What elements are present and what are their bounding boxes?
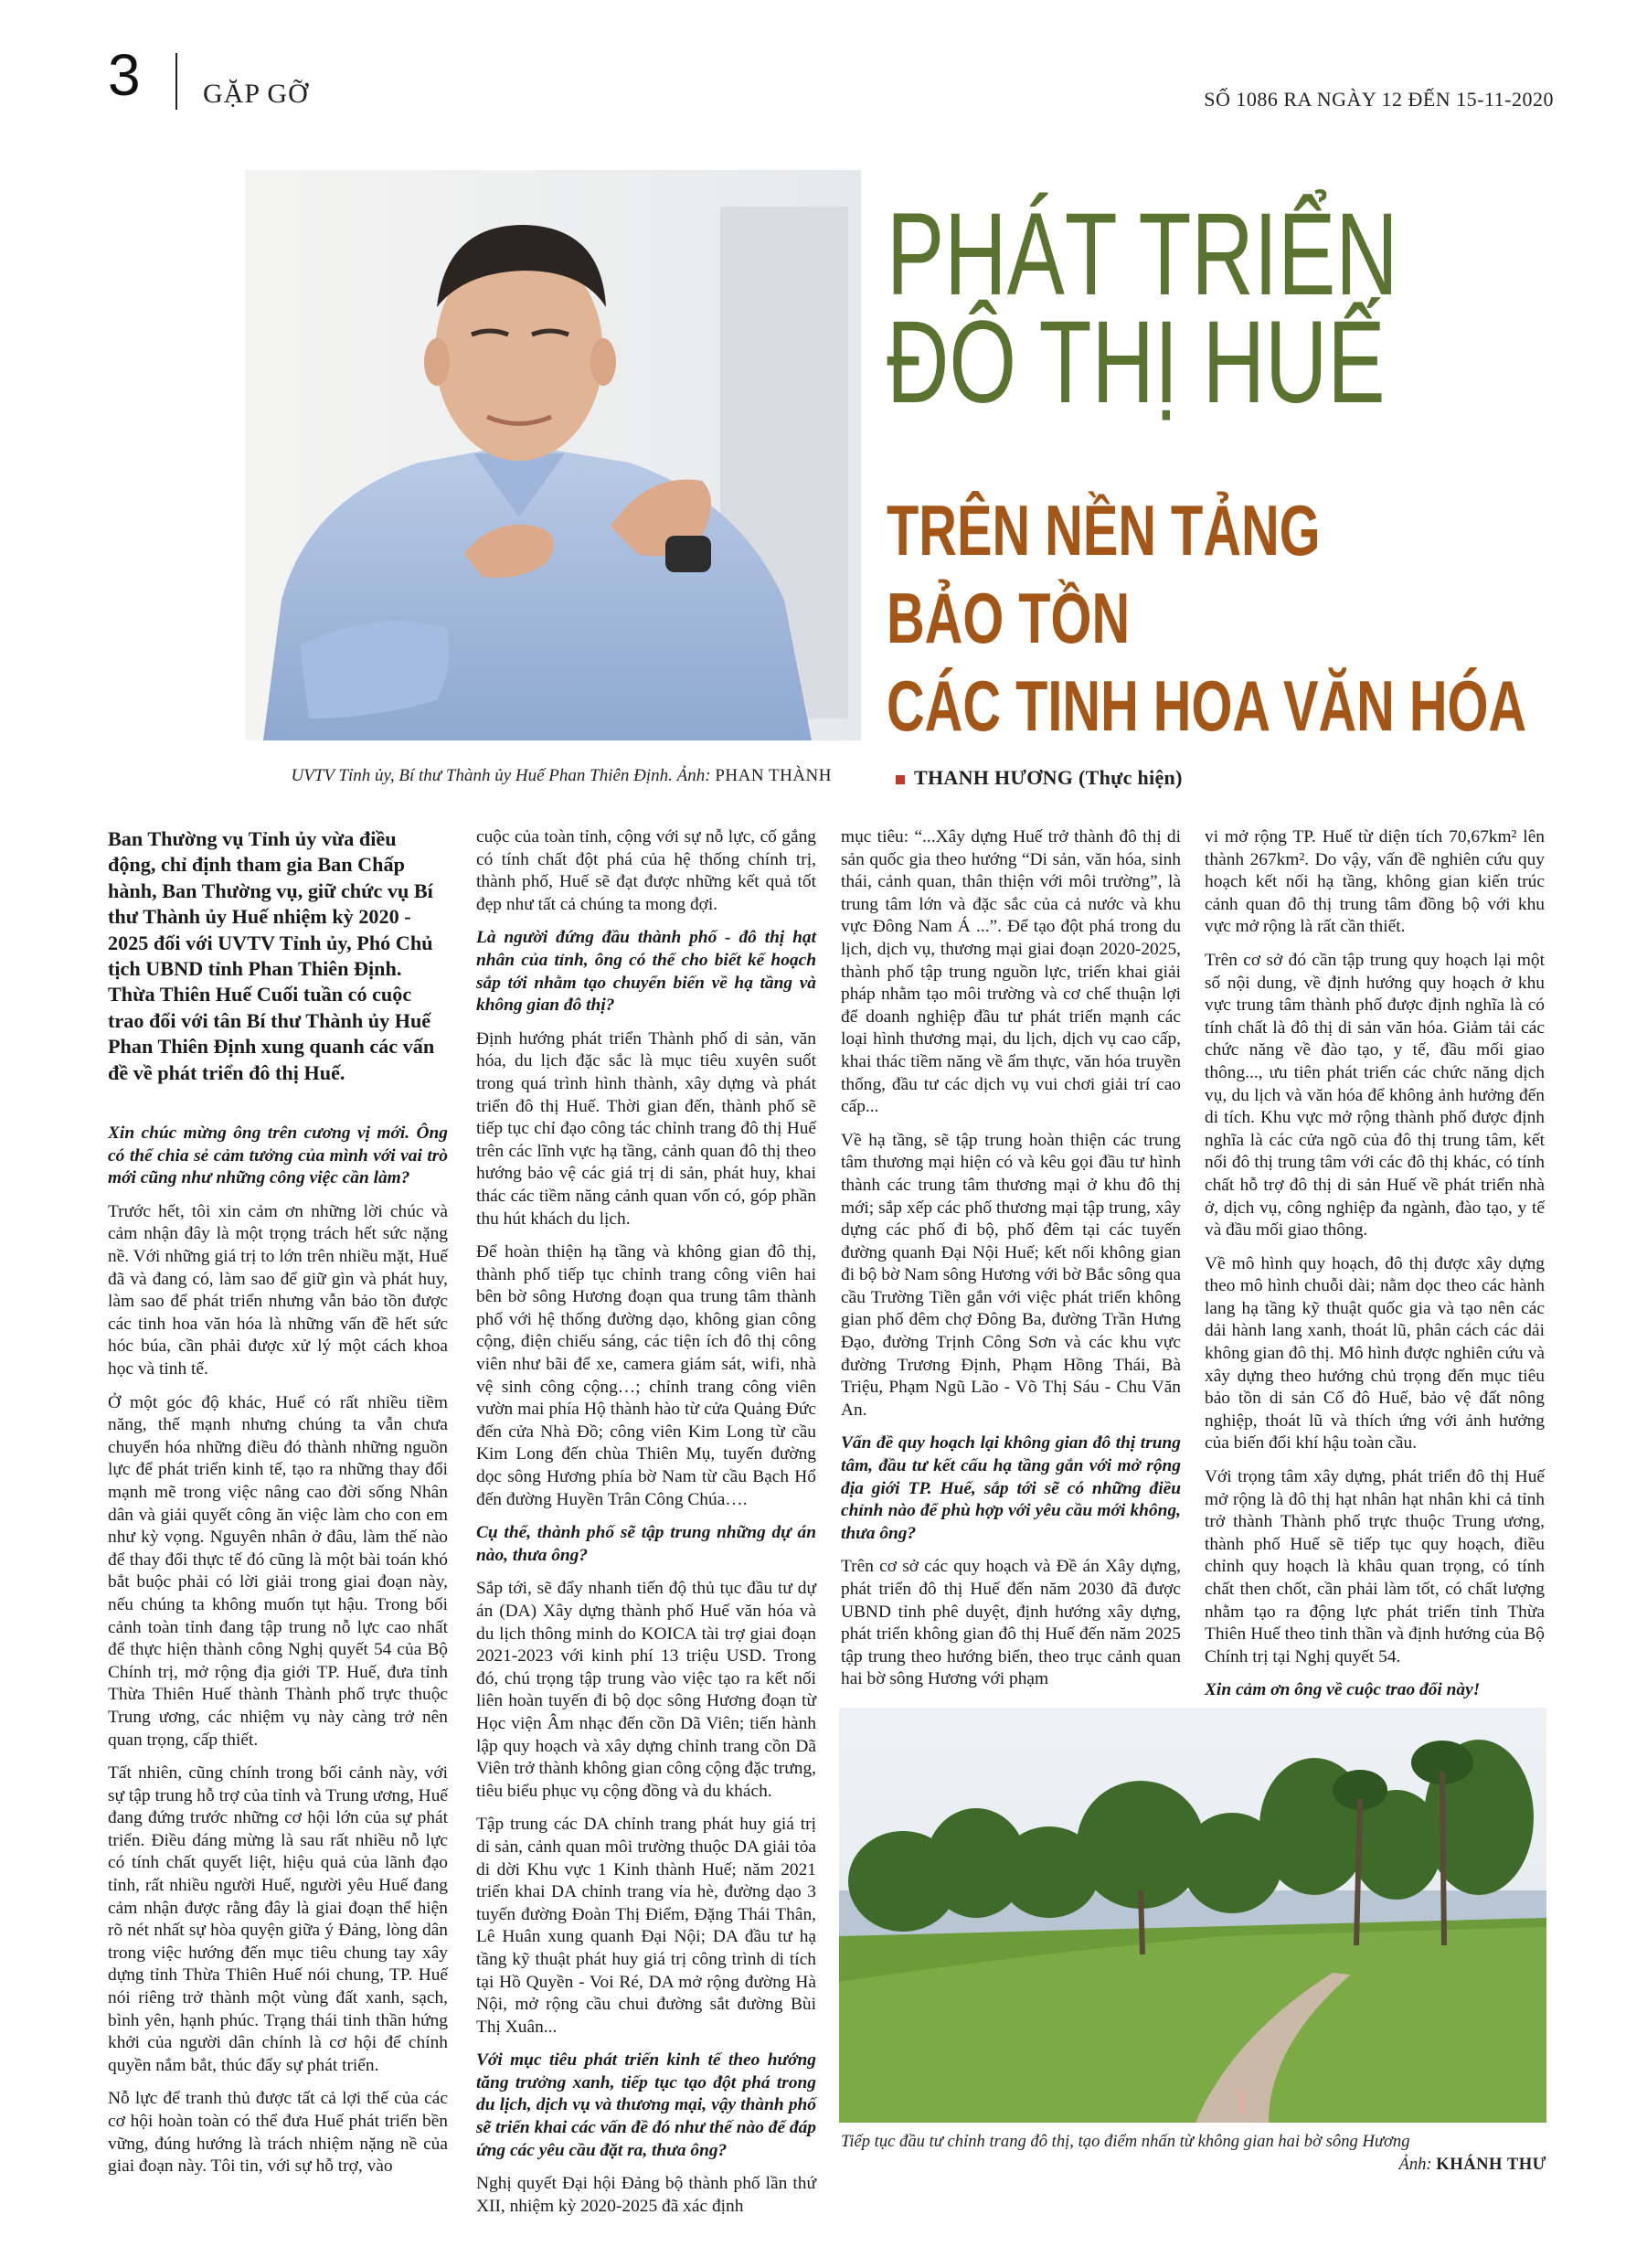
closing-line: Xin cảm ơn ông về cuộc trao đổi này! [1205,1680,1481,1700]
article-paragraph: Trước hết, tôi xin cảm ơn những lời chúc và cảm nhận đây là một trọng trách hết sức nặng nề. Với những giá trị to lớn trên nhiều mặt, Huế đã và đang có, làm sao để giữ gìn và phát huy, làm sao để phát triển nhưng vẫn bảo tồn được các tinh hoa văn hóa là những vấn đề hết sức hóc búa, cần phải được xử lý một cách khoa học và tinh tế. [108,1201,448,1379]
article-paragraph: Ở một góc độ khác, Huế có rất nhiều tiềm năng, thế mạnh nhưng chúng ta vẫn chưa chuyển hóa những điều đó thành những nguồn lực để phát triển kinh tế, tạo ra những thay đổi mạnh mẽ trong việc nâng cao đời sống Nhân dân và giải quyết công ăn việc làm cho con em như kỳ vọng. Nguyên nhân ở đâu, làm thế nào để thay đổi thực tế đó cũng là một bài toán khó bắt buộc phải có lời giải trong giai đoạn này, nếu chúng ta không muốn tụt hậu. Trong bối cảnh toàn tỉnh đang tập trung nỗ lực cao nhất để thực hiện thành công Nghị quyết 54 của Bộ Chính trị, mở rộng địa giới TP. Huế, đưa tỉnh Thừa Thiên Huế thành Thành phố trực thuộc Trung ương, các nhiệm vụ này càng trở nên quan trọng, cấp thiết. [108,1392,448,1750]
interview-question: Với mục tiêu phát triển kinh tế theo hướng tăng trưởng xanh, tiếp tục tạo đột phá trong du lịch, dịch vụ và thương mại, vậy thành phố sẽ triển khai các vấn đề đó như thế nào để đáp ứng các yêu cầu đặt ra, thưa ông? [476,2050,816,2160]
issue-info: SỐ 1086 RA NGÀY 12 ĐẾN 15-11-2020 [1204,88,1554,111]
portrait-caption [247,766,832,786]
riverside-credit [841,2155,1546,2175]
article-paragraph: Về mô hình quy hoạch, đô thị được xây dựng theo mô hình chuỗi dài; nằm dọc theo các hành lang hạ tầng kỹ thuật quốc gia và tạo nên các dải hành lang xanh, thoát lũ, phân cách các dải không gian đô thị. Mô hình được nghiên cứu và xây dựng theo hướng chủ trọng đến mục tiêu bảo tồn di sản Cố đô Huế, bảo vệ đất nông nghiệp, thoát lũ và thích ứng với ảnh hưởng của biến đổi khí hậu toàn cầu. [1205,1253,1545,1453]
interview-question: Xin chúc mừng ông trên cương vị mới. Ông có thể chia sẻ cảm tưởng của mình với vai trò mới cũng như những công việc cần làm? [108,1123,448,1188]
article-column-1 [108,826,448,2189]
headline-line-5: CÁC TINH HOA VĂN HÓA [887,665,1527,746]
riverside-park-illustration [839,1708,1546,2123]
article-column-3 [841,826,1181,1702]
riverside-credit-name: KHÁNH THƯ [1436,2155,1546,2174]
article-paragraph: Trên cơ sở các quy hoạch và Đề án Xây dựng, phát triển đô thị Huế đến năm 2030 đã được UBND tỉnh phê duyệt, định hướng xây dựng, phát triển không gian đô thị Huế đến năm 2025 tập trung theo hướng biển, theo trục cảnh quan hai bờ sông Hương với phạm [841,1557,1181,1689]
section-name: GẶP GỠ [203,79,309,109]
headline-line-3: TRÊN NỀN TẢNG [887,490,1321,570]
headline-primary [887,189,1441,428]
header-divider [175,53,177,110]
article-paragraph: Về hạ tầng, sẽ tập trung hoàn thiện các trung tâm thương mại hiện có và kêu gọi đầu tư hình thành các trung tâm thương mại ở khu đô thị mới; sắp xếp các phố thương mại tập trung, xây dựng các phố đi bộ, phố đêm tại các tuyến đường quanh Đại Nội Huế; kết nối không gian đi bộ bờ Nam sông Hương với bờ Bắc sông qua cầu Trường Tiền gắn với việc phát triển không gian phố đêm chợ Đông Ba, đường Trần Hưng Đạo, đường Trịnh Công Sơn và các khu vực đường Trương Định, Phạm Hồng Thái, Bà Triệu, Phạm Ngũ Lão - Võ Thị Sáu - Chu Văn An. [841,1130,1181,1420]
article-paragraph: Trên cơ sở đó cần tập trung quy hoạch lại một số nội dung, về định hướng quy hoạch ở khu vực trung tâm thành phố được định nghĩa là có tính chất là đô thị di sản văn hóa. Giảm tải các chức năng về đào tạo, y tế, đầu mối giao thông..., ưu tiên phát triển các chức năng dịch vụ, du lịch và văn hóa để không ảnh hưởng đến di tích. Khu vực mở rộng thành phố được định nghĩa là các cửa ngõ của đô thị trung tâm, kết nối đô thị trung tâm với các đô thị khác, có tính chất hỗ trợ đô thị di sản Huế về phát triển nhà ở, dịch vụ, công nghiệp đa ngành, đào tạo, y tế và đầu mối giao thông. [1205,950,1545,1240]
article-paragraph: Với trọng tâm xây dựng, phát triển đô thị Huế mở rộng là đô thị hạt nhân hạt nhân khi cả tỉnh trở thành Thành phố trực thuộc Trung ương, thành phố Huế sẽ tiếp tục quy hoạch, điều chỉnh quy hoạch là khâu quan trọng, có tính chất then chốt, cần phải làm tốt, có chất lượng nhằm tạo ra động lực phát triển tỉnh Thừa Thiên Huế theo tinh thần và định hướng của Bộ Chính trị tại Nghị quyết 54. [1205,1467,1545,1666]
interview-question: Là người đứng đầu thành phố - đô thị hạt nhân của tỉnh, ông có thể cho biết kế hoạch sắp tới nhằm tạo chuyển biến về hạ tầng và không gian đô thị? [476,928,816,1016]
article-column-2 [476,826,816,2229]
portrait-credit: PHAN THÀNH [715,766,832,785]
article-paragraph: Nỗ lực để tranh thủ được tất cả lợi thế của các cơ hội hoàn toàn có thể đưa Huế phát triển bền vững, đúng hướng là trách nhiệm nặng nề của giai đoạn này. Tôi tin, với sự hỗ trợ, vào [108,2089,448,2177]
article-paragraph: cuộc của toàn tỉnh, cộng với sự nỗ lực, cố gắng có tính chất đột phá của hệ thống chính trị, thành phố, Huế sẽ đạt được những kết quả tốt đẹp như tất cả chúng ta mong đợi. [476,827,816,914]
column-1-body [108,1123,448,2178]
headline-secondary [887,486,1527,750]
interview-question: Vấn đề quy hoạch lại không gian đô thị trung tâm, đầu tư kết cấu hạ tầng gắn với mở rộng địa giới TP. Huế, sắp tới sẽ có những điều chỉnh nào để phù hợp với yêu cầu mới không, thưa ông? [841,1433,1181,1543]
portrait-photo [245,170,861,740]
article-paragraph: Nghị quyết Đại hội Đảng bộ thành phố lần thứ XII, nhiệm kỳ 2020-2025 đã xác định [476,2174,816,2216]
article-column-4 [1205,826,1545,1713]
headline-line-1: PHÁT TRIỂN [887,189,1398,320]
portrait-illustration [245,170,861,740]
riverside-caption [841,2132,1546,2175]
riverside-credit-label: Ảnh: [1398,2155,1437,2174]
article-paragraph: Định hướng phát triển Thành phố di sản, văn hóa, du lịch đặc sắc là mục tiêu xuyên suốt trong quá trình hình thành, xây dựng và phát triển đô thị Huế. Thời gian đến, thành phố sẽ tiếp tục chỉ đạo công tác chỉnh trang đô thị Huế trên các lĩnh vực hạ tầng, cảnh quan đô thị theo hướng bảo vệ các giá trị di sản, phát huy, khai thác các tiềm năng cảnh quan vốn có, góp phần thu hút khách du lịch. [476,1028,816,1229]
article-paragraph: Tập trung các DA chỉnh trang phát huy giá trị di sản, cảnh quan môi trường thuộc DA giải tỏa di dời Khu vực 1 Kinh thành Huế; năm 2021 triển khai DA chỉnh trang vỉa hè, đường dạo 3 tuyến đường Đoàn Thị Điểm, Đặng Thái Thân, Lê Huân xung quanh Đại Nội; DA đầu tư hạ tầng kỹ thuật phát huy giá trị công trình di tích tại Hồ Quyền - Voi Ré, DA mở rộng đường Hà Nội, mở rộng cầu chui đường sắt đường Bùi Thị Xuân... [476,1815,816,2037]
riverside-park-photo [839,1708,1546,2123]
headline-line-2: ĐÔ THỊ HUẾ [887,297,1386,428]
page-number: 3 [108,42,141,108]
article-paragraph: vi mở rộng TP. Huế từ diện tích 70,67km² lên thành 267km². Do vậy, vấn đề nghiên cứu quy hoạch kết nối hạ tầng, không gian kiến trúc cảnh quan đô thị trung tâm đồng bộ với khu vực mở rộng là rất cần thiết. [1205,827,1545,937]
byline [896,766,1183,790]
author-name: THANH HƯƠNG [914,766,1074,789]
headline-line-4: BẢO TỒN [887,578,1131,658]
interview-question: Cụ thể, thành phố sẽ tập trung những dự án nào, thưa ông? [476,1523,816,1565]
article-paragraph: Tất nhiên, cũng chính trong bối cảnh này, với sự tập trung hỗ trợ của tỉnh và Trung ương, Huế đang đứng trước những cơ hội lớn của sự phát triển. Điều đáng mừng là sau rất nhiều nỗ lực có tính chất quyết liệt, hiệu quả của lãnh đạo tỉnh, rất nhiều người Huế, người yêu Huế đang cảm nhận được rằng đây là giai đoạn thể hiện rõ nét nhất sự hòa quyện giữa ý Đảng, lòng dân trong việc hướng đến mục tiêu chung tay xây dựng tỉnh Thừa Thiên Huế nói chung, TP. Huế nói riêng trở thành một vùng đất xanh, sạch, bình yên, hạnh phúc. Trạng thái tinh thần hứng khởi của người dân chính là cơ hội để chính quyền nắm bắt, thúc đẩy sự phát triển. [108,1763,448,2075]
portrait-caption-text: UVTV Tỉnh ủy, Bí thư Thành ủy Huế Phan Thiên Định. Ảnh: [291,766,716,785]
article-paragraph: Để hoàn thiện hạ tầng và không gian đô thị, thành phố tiếp tục chỉnh trang công viên hai bên bờ sông Hương đoạn qua trung tâm thành phố với hệ thống đường dạo, không gian công cộng, điện chiếu sáng, các tiện ích đô thị công viên như bãi để xe, camera giám sát, wifi, nhà vệ sinh công cộng…; chỉnh trang công viên vườn mai phía Hộ thành hào từ cửa Quảng Đức đến cửa Nhà Đồ; công viên Kim Long từ cầu Kim Long đến chùa Thiên Mụ, tuyến đường dọc sông Hương phía bờ Nam từ cầu Bạch Hổ đến đường Huyền Trân Công Chúa…. [476,1242,816,1509]
byline-marker-icon [896,775,905,784]
article-paragraph: mục tiêu: “...Xây dựng Huế trở thành đô thị di sản quốc gia theo hướng “Di sản, văn hóa, sinh thái, cảnh quan, thân thiện với môi trường”, là trung tâm lớn và đặc sắc của cả nước và khu vực Đông Nam Á ...”. Để tạo đột phá trong du lịch, dịch vụ, thương mại giai đoạn 2020-2025, thành phố tập trung nguồn lực, triển khai giải pháp nhằm tạo môi trường và cơ chế thuận lợi để doanh nghiệp đầu tư phát triển mạnh các loại hình thương mại, du lịch, dịch vụ cao cấp, khai thác tiềm năng về ẩm thực, văn hóa truyền thống, đầu tư các dịch vụ vui chơi giải trí cao cấp... [841,827,1181,1117]
author-role: (Thực hiện) [1079,766,1183,789]
article-paragraph: Sắp tới, sẽ đẩy nhanh tiến độ thủ tục đầu tư dự án (DA) Xây dựng thành phố Huế văn hóa và du lịch thông minh do KOICA tài trợ giai đoạn 2021-2023 với kinh phí 13 triệu USD. Trong đó, chú trọng tập trung vào việc tạo ra kết nối liên hoàn tuyến đi bộ dọc sông Hương đoạn từ Học viện Âm nhạc đến cồn Dã Viên; tiến hành lập quy hoạch và xây dựng chỉnh trang cồn Dã Viên trở thành không gian công cộng đặc trưng, tiêu biểu phục vụ cộng đồng và du khách. [476,1579,816,1801]
article-lead: Ban Thường vụ Tỉnh ủy vừa điều động, chỉ định tham gia Ban Chấp hành, Ban Thường vụ, giữ chức vụ Bí thư Thành ủy Huế nhiệm kỳ 2020 - 2025 đối với UVTV Tỉnh ủy, Phó Chủ tịch UBND tỉnh Phan Thiên Định. Thừa Thiên Huế Cuối tuần có cuộc trao đổi với tân Bí thư Thành ủy Huế Phan Thiên Định xung quanh các vấn đề về phát triển đô thị Huế. [108,827,435,1084]
riverside-caption-text: Tiếp tục đầu tư chỉnh trang đô thị, tạo điểm nhấn từ không gian hai bờ sông Hương [841,2132,1410,2151]
